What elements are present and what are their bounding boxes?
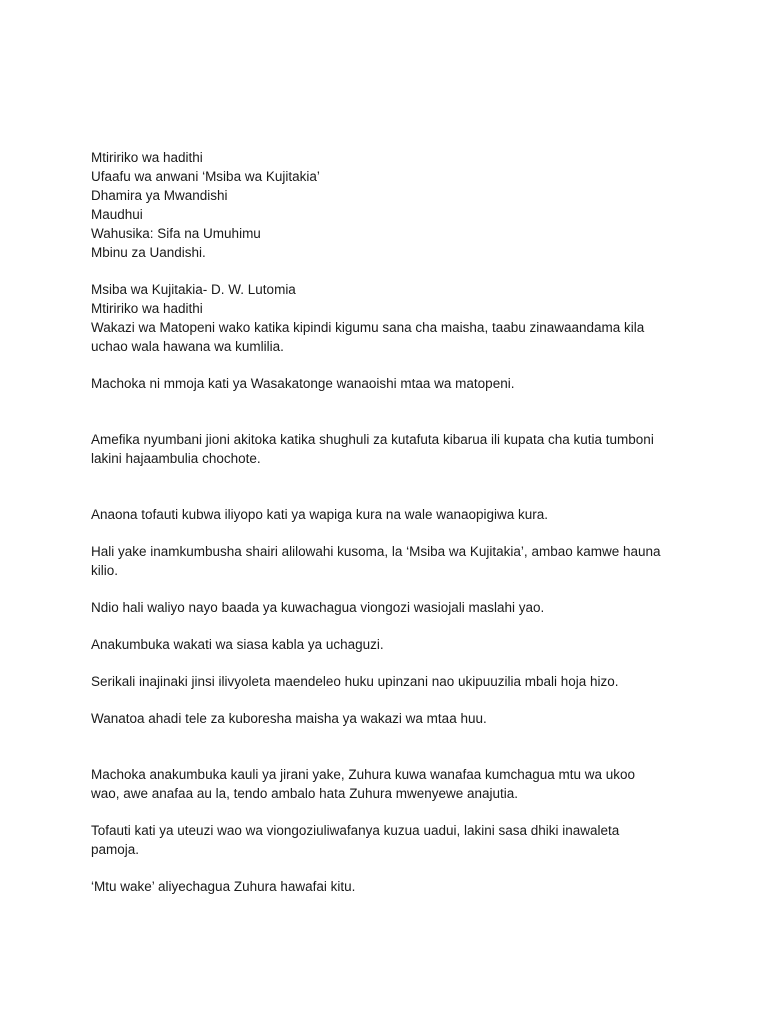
paragraph: [91, 318, 691, 356]
paragraph-line: Amefika nyumbani jioni akitoka katika shughuli za kutafuta kibarua ili kupata cha kutia tumboni: [91, 432, 654, 447]
outline-item: Maudhui: [91, 207, 143, 222]
paragraph: [91, 430, 691, 468]
document-page: [91, 148, 691, 896]
paragraph: [91, 709, 691, 728]
paragraph: [91, 598, 691, 617]
paragraph-line: wao, awe anafaa au la, tendo ambalo hata Zuhura mwenyewe anajutia.: [91, 786, 519, 801]
paragraph-line: Serikali inajinaki jinsi ilivyoleta maendeleo huku upinzani nao ukipuuzilia mbali hoja hizo.: [91, 674, 619, 689]
paragraph: [91, 542, 691, 580]
paragraph: [91, 821, 691, 859]
paragraph-line: pamoja.: [91, 842, 140, 857]
outline-item: Mbinu za Uandishi.: [91, 245, 206, 260]
outline-item: Wahusika: Sifa na Umuhimu: [91, 226, 261, 241]
paragraph-line: Hali yake inamkumbusha shairi alilowahi kusoma, la ‘Msiba wa Kujitakia’, ambao kamwe hauna: [91, 544, 661, 559]
paragraph-line: Anakumbuka wakati wa siasa kabla ya uchaguzi.: [91, 637, 384, 652]
paragraph: [91, 765, 691, 803]
paragraph-line: Tofauti kati ya uteuzi wao wa viongoziuliwafanya kuzua uadui, lakini sasa dhiki inawaleta: [91, 823, 620, 838]
paragraph-line: uchao wala hawana wa kumlilia.: [91, 339, 284, 354]
outline-item: Mtiririko wa hadithi: [91, 150, 203, 165]
paragraph-line: Anaona tofauti kubwa iliyopo kati ya wapiga kura na wale wanaopigiwa kura.: [91, 507, 549, 522]
paragraph-line: Ndio hali waliyo nayo baada ya kuwachagua viongozi wasiojali maslahi yao.: [91, 600, 545, 615]
story-title: Msiba wa Kujitakia- D. W. Lutomia: [91, 282, 296, 297]
paragraph-line: kilio.: [91, 563, 119, 578]
outline-item: Dhamira ya Mwandishi: [91, 188, 228, 203]
paragraph-line: Wakazi wa Matopeni wako katika kipindi kigumu sana cha maisha, taabu zinawaandama kila: [91, 320, 645, 335]
paragraph: [91, 635, 691, 654]
paragraph-line: lakini hajaambulia chochote.: [91, 451, 261, 466]
paragraph: [91, 877, 691, 896]
paragraph-line: ‘Mtu wake’ aliyechagua Zuhura hawafai kitu.: [91, 879, 356, 894]
paragraph: [91, 505, 691, 524]
paragraph: [91, 374, 691, 393]
outline-list: [91, 148, 691, 262]
paragraph-line: Wanatoa ahadi tele za kuboresha maisha ya wakazi wa mtaa huu.: [91, 711, 487, 726]
section-heading: Mtiririko wa hadithi: [91, 301, 203, 316]
paragraph-line: Machoka ni mmoja kati ya Wasakatonge wanaoishi mtaa wa matopeni.: [91, 376, 515, 391]
paragraph-line: Machoka anakumbuka kauli ya jirani yake, Zuhura kuwa wanafaa kumchagua mtu wa ukoo: [91, 767, 636, 782]
paragraph: [91, 672, 691, 691]
outline-item: Ufaafu wa anwani ‘Msiba wa Kujitakia’: [91, 169, 320, 184]
